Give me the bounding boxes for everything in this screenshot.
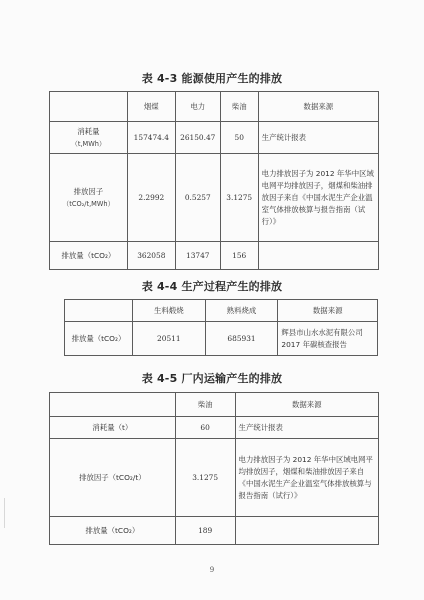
row-label-cell: [50, 122, 128, 154]
table-header-row: [50, 393, 379, 417]
table-cell: 189: [175, 517, 235, 545]
table-4-4-caption: 表 4-4 生产过程产生的排放: [141, 280, 283, 293]
table-cell: 156: [220, 242, 258, 270]
header-cell: 电力: [175, 92, 220, 122]
table-cell: 13747: [175, 242, 220, 270]
table-cell: 60: [175, 417, 235, 439]
header-cell: [65, 300, 133, 322]
header-cell: 数据来源: [278, 300, 378, 322]
table-cell: 157474.4: [127, 122, 175, 154]
table-cell: 0.5257: [175, 154, 220, 242]
row-label: 排放因子: [73, 186, 104, 196]
table-row: [50, 154, 379, 242]
header-cell: 烟煤: [127, 92, 175, 122]
table-4-3: [49, 91, 379, 270]
row-label: 消耗量: [77, 126, 100, 136]
table-cell: 26150.47: [175, 122, 220, 154]
row-label-cell: 排放因子（tCO₂/t）: [50, 439, 176, 517]
table-cell: 362058: [127, 242, 175, 270]
row-label-cell: [50, 154, 128, 242]
table-cell: 50: [220, 122, 258, 154]
header-cell: 柴油: [175, 393, 235, 417]
table-4-3-caption: 表 4-3 能源使用产生的排放: [141, 72, 283, 85]
row-label-cell: 排放量（tCO₂）: [65, 322, 133, 356]
table-cell: 3.1275: [220, 154, 258, 242]
header-cell: [50, 393, 176, 417]
page-number: 9: [209, 566, 215, 574]
source-cell: 生产统计报表: [258, 122, 378, 154]
row-label-cell: 排放量（tCO₂）: [50, 242, 128, 270]
table-row: [50, 439, 379, 517]
table-header-row: [50, 92, 379, 122]
row-unit: （tCO₂/t,MWh）: [62, 199, 115, 208]
row-label-cell: 排放量（tCO₂）: [50, 517, 176, 545]
table-row: [50, 122, 379, 154]
source-cell: [235, 517, 378, 545]
header-cell: 生料煅烧: [132, 300, 205, 322]
scan-edge-mark: [4, 498, 5, 528]
table-cell: 3.1275: [175, 439, 235, 517]
table-4-4: [64, 299, 378, 356]
table-row: [65, 322, 378, 356]
table-cell: 20511: [132, 322, 205, 356]
table-row: [50, 417, 379, 439]
header-cell: 数据来源: [235, 393, 378, 417]
header-cell: 数据来源: [258, 92, 378, 122]
source-cell: 电力排放因子为 2012 年华中区域电网平均排放因子，烟煤和柴油排放因子来自《中国水泥生产企业温室气体排放核算与报告指南（试行）》: [235, 439, 378, 517]
row-label-cell: 消耗量（t）: [50, 417, 176, 439]
header-cell: [50, 92, 128, 122]
source-cell: [258, 242, 378, 270]
header-cell: 熟料烧成: [205, 300, 278, 322]
header-cell: 柴油: [220, 92, 258, 122]
table-4-5-caption: 表 4-5 厂内运输产生的排放: [141, 372, 283, 385]
table-header-row: [65, 300, 378, 322]
table-4-5: [49, 392, 379, 545]
table-row: [50, 242, 379, 270]
row-unit: （t,MWh）: [71, 139, 106, 148]
source-cell: 电力排放因子为 2012 年华中区域电网平均排放因子，烟煤和柴油排放因子来自《中国水泥生产企业温室气体排放核算与报告指南（试行）》: [258, 154, 378, 242]
table-cell: 685931: [205, 322, 278, 356]
table-cell: 2.2992: [127, 154, 175, 242]
source-cell: 生产统计报表: [235, 417, 378, 439]
source-cell: 辉县市山水水泥有限公司 2017 年碳核查报告: [278, 322, 378, 356]
table-row: [50, 517, 379, 545]
